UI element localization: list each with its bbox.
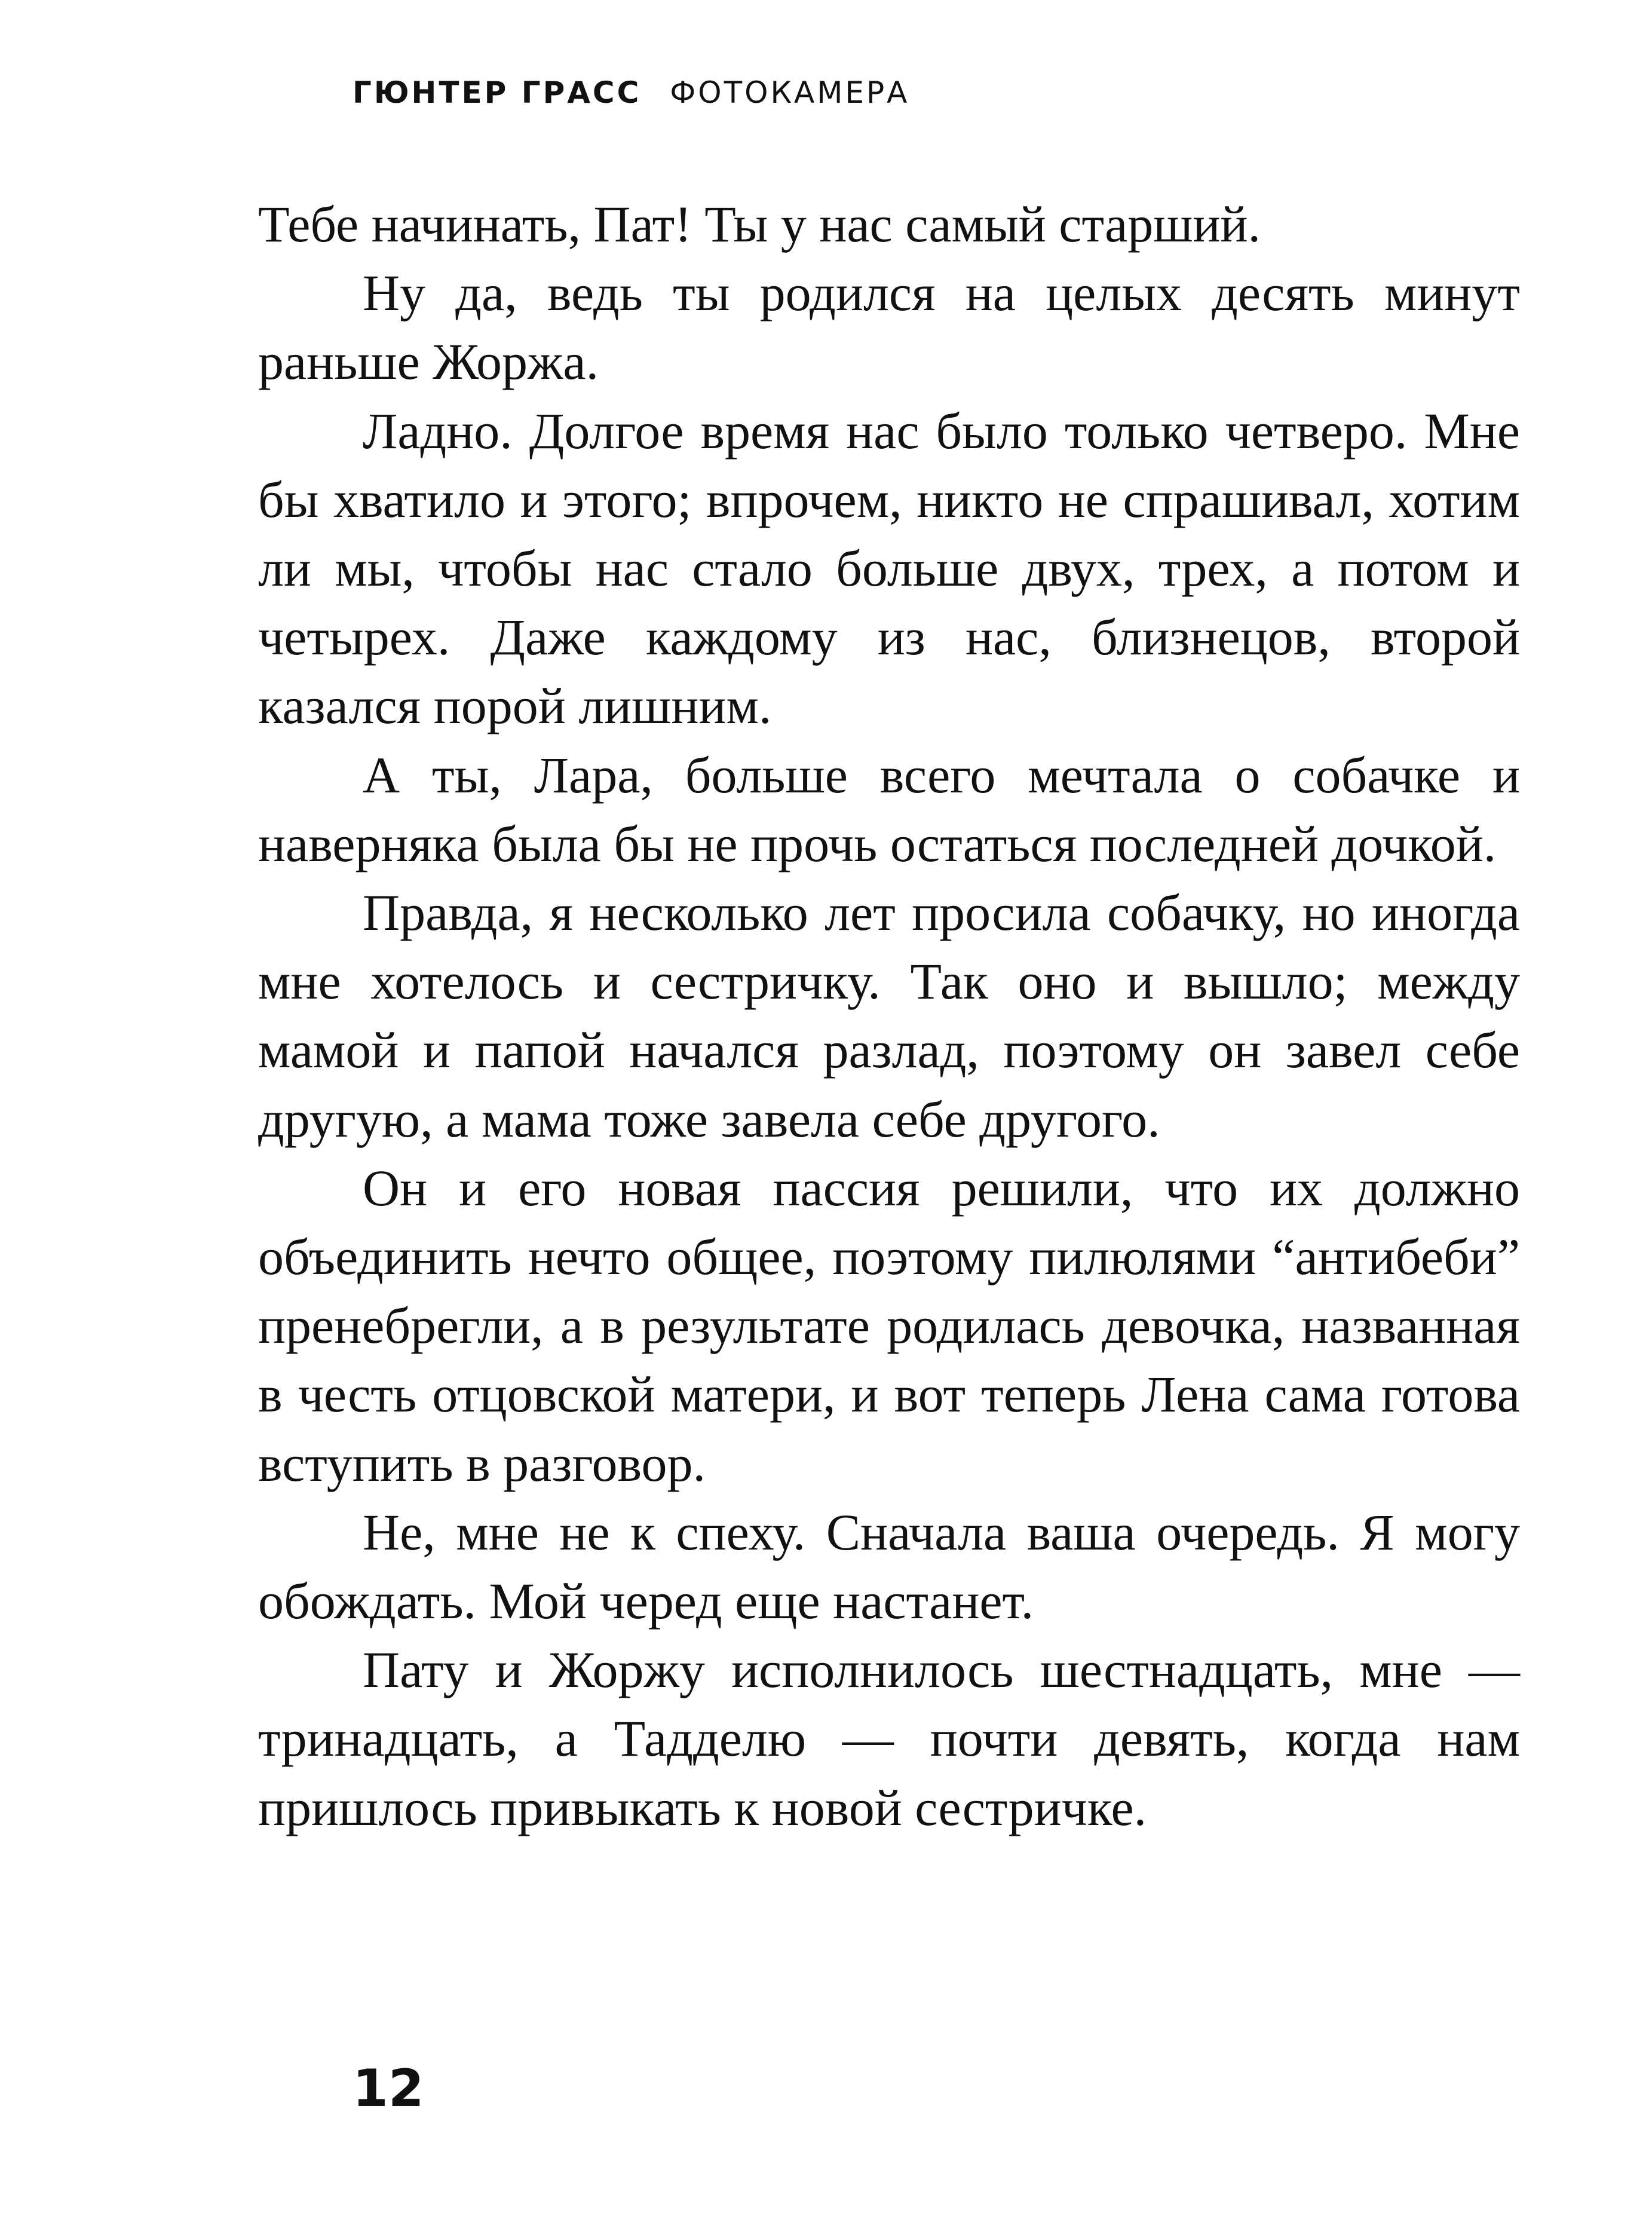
paragraph: Ну да, ведь ты родился на целых десять минут раньше Жоржа.: [258, 264, 1520, 391]
paragraph: А ты, Лара, больше всего мечтала о собачке и наверняка была бы не прочь остаться последней дочкой.: [258, 746, 1520, 872]
running-head: [353, 75, 910, 110]
paragraph: Правда, я несколько лет просила собачку, но иногда мне хотелось и сестричку. Так оно и вышло; между мамой и папой начался разлад, поэтому он завел себе другую, а мама тоже завела себе другого.: [258, 884, 1520, 1148]
paragraph: Тебе начинать, Пат! Ты у нас самый старший.: [258, 195, 1261, 253]
paragraph: Не, мне не к спеху. Сначала ваша очередь. Я могу обождать. Мой черед еще настанет.: [258, 1503, 1520, 1630]
paragraph: Пату и Жоржу исполнилось шестнадцать, мне — тринадцать, а Тадделю — почти девять, когда нам пришлось привыкать к новой сестричке.: [258, 1641, 1520, 1836]
running-head-author: ГЮНТЕР ГРАСС: [353, 75, 642, 110]
running-head-book-title: ФОТОКАМЕРА: [670, 75, 910, 110]
page-text-body: [258, 190, 1520, 1842]
paragraph: Ладно. Долгое время нас было только четверо. Мне бы хватило и этого; впрочем, никто не спрашивал, хотим ли мы, чтобы нас стало больше двух, трех, а потом и четырех. Даже каждому из нас, близнецов, второй казался порой лишним.: [258, 402, 1520, 735]
page-number: 12: [353, 2059, 424, 2118]
paragraph: Он и его новая пассия решили, что их должно объединить нечто общее, поэтому пилюлями “антибеби” пренебрегли, а в результате родилась девочка, названная в честь отцовской матери, и вот теперь Лена сама готова вступить в разговор.: [258, 1159, 1520, 1492]
